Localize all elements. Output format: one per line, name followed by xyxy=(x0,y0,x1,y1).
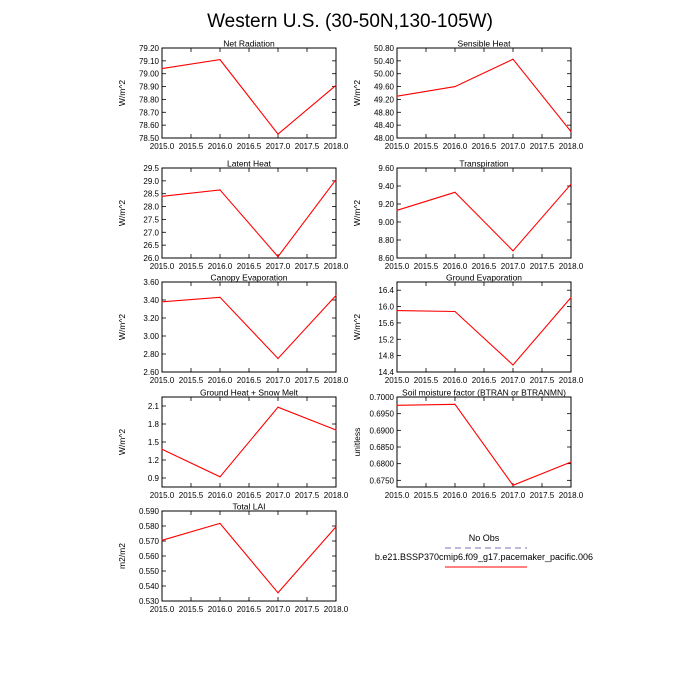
y-tick-label: 2.60 xyxy=(143,368,159,377)
panel-4 xyxy=(117,273,349,386)
data-point xyxy=(570,131,571,132)
plot-frame xyxy=(162,48,336,138)
y-tick-label: 0.6800 xyxy=(369,459,394,469)
x-tick-label: 2017.0 xyxy=(500,491,526,500)
data-point xyxy=(454,311,455,312)
panel-title: Net Radiation xyxy=(223,38,275,49)
panel-title: Total LAI xyxy=(232,501,266,512)
x-tick-label: 2016.0 xyxy=(442,262,468,271)
panel-2 xyxy=(117,159,349,272)
data-point xyxy=(219,297,220,298)
x-tick-label: 2015.0 xyxy=(149,605,175,614)
y-tick-label: 79.20 xyxy=(138,44,159,53)
plot-frame xyxy=(397,168,571,258)
x-tick-label: 2016.5 xyxy=(236,262,262,271)
x-tick-label: 2016.0 xyxy=(207,605,233,614)
y-tick-label: 9.20 xyxy=(378,200,394,209)
data-point xyxy=(219,189,220,190)
y-tick-label: 14.8 xyxy=(378,351,394,361)
y-axis-label: unitless xyxy=(352,427,362,457)
x-tick-label: 2015.0 xyxy=(384,262,410,271)
series-line xyxy=(162,296,336,359)
data-point xyxy=(161,449,162,450)
panel-title: Sensible Heat xyxy=(457,38,511,49)
y-tick-label: 0.570 xyxy=(138,537,159,546)
y-axis-label: W/m^2 xyxy=(117,199,127,227)
y-tick-label: 0.580 xyxy=(138,522,159,531)
x-tick-label: 2018.0 xyxy=(558,142,584,151)
y-tick-label: 0.550 xyxy=(138,567,159,576)
y-tick-label: 2.80 xyxy=(143,350,159,359)
x-tick-label: 2015.0 xyxy=(384,142,410,151)
data-point xyxy=(161,68,162,69)
y-axis-label: W/m^2 xyxy=(352,313,362,341)
data-point xyxy=(570,184,571,185)
data-point xyxy=(161,301,162,302)
x-tick-label: 2017.5 xyxy=(529,491,555,500)
x-tick-label: 2017.5 xyxy=(294,605,320,614)
data-point xyxy=(396,405,397,406)
series-line xyxy=(162,60,336,135)
x-tick-label: 2017.0 xyxy=(265,605,291,614)
panel-title: Canopy Evaporation xyxy=(210,272,288,283)
y-axis-label: W/m^2 xyxy=(117,79,127,107)
y-tick-label: 29.5 xyxy=(143,164,159,173)
x-tick-label: 2016.0 xyxy=(207,376,233,385)
y-tick-label: 28.5 xyxy=(143,189,159,199)
y-tick-label: 3.20 xyxy=(143,314,159,323)
x-tick-label: 2016.5 xyxy=(471,142,497,151)
x-tick-label: 2015.5 xyxy=(178,605,204,614)
x-tick-label: 2015.0 xyxy=(384,376,410,385)
x-tick-label: 2017.0 xyxy=(500,376,526,385)
x-tick-label: 2016.0 xyxy=(207,491,233,500)
y-tick-label: 78.70 xyxy=(138,108,159,118)
x-tick-label: 2015.5 xyxy=(413,262,439,271)
panel-title: Transpiration xyxy=(459,158,509,169)
y-tick-label: 48.00 xyxy=(373,134,394,143)
series-line xyxy=(162,180,336,257)
series-line xyxy=(397,298,571,366)
panel-title: Latent Heat xyxy=(227,158,271,169)
data-point xyxy=(219,59,220,60)
data-point xyxy=(277,134,278,135)
data-point xyxy=(396,96,397,97)
y-tick-label: 26.5 xyxy=(143,241,159,251)
y-tick-label: 9.00 xyxy=(378,218,394,227)
data-point xyxy=(277,256,278,257)
plot-frame xyxy=(397,282,571,372)
x-tick-label: 2016.5 xyxy=(471,262,497,271)
y-tick-label: 0.7000 xyxy=(369,393,394,402)
y-axis-label: W/m^2 xyxy=(352,199,362,227)
y-tick-label: 0.6950 xyxy=(369,409,394,419)
data-point xyxy=(396,310,397,311)
plot-frame xyxy=(162,282,336,372)
data-point xyxy=(512,485,513,486)
y-tick-label: 1.8 xyxy=(147,420,159,429)
x-tick-label: 2017.0 xyxy=(500,142,526,151)
series-line xyxy=(397,184,571,251)
series-line xyxy=(162,523,336,592)
data-point xyxy=(570,297,571,298)
y-tick-label: 50.80 xyxy=(373,44,394,53)
x-tick-label: 2016.5 xyxy=(236,142,262,151)
x-tick-label: 2018.0 xyxy=(323,142,349,151)
data-point xyxy=(454,86,455,87)
y-tick-label: 8.80 xyxy=(378,236,394,245)
y-tick-label: 16.4 xyxy=(378,286,394,296)
y-tick-label: 50.00 xyxy=(373,69,394,79)
y-tick-label: 1.5 xyxy=(147,438,159,447)
x-tick-label: 2018.0 xyxy=(323,262,349,271)
x-tick-label: 2017.5 xyxy=(529,376,555,385)
x-tick-label: 2016.5 xyxy=(236,491,262,500)
data-point xyxy=(335,85,336,86)
x-tick-label: 2016.0 xyxy=(442,491,468,500)
x-tick-label: 2015.5 xyxy=(178,262,204,271)
y-axis-label: W/m^2 xyxy=(117,313,127,341)
y-tick-label: 78.50 xyxy=(138,134,159,143)
y-tick-label: 0.540 xyxy=(138,582,159,591)
data-point xyxy=(219,476,220,477)
x-tick-label: 2017.5 xyxy=(294,262,320,271)
x-tick-label: 2018.0 xyxy=(558,262,584,271)
y-axis-label: W/m^2 xyxy=(352,79,362,107)
panel-title: Ground Heat + Snow Melt xyxy=(199,387,299,398)
data-point xyxy=(219,523,220,524)
x-tick-label: 2018.0 xyxy=(558,376,584,385)
panel-3 xyxy=(352,159,584,272)
panel-1 xyxy=(352,39,584,152)
x-tick-label: 2016.0 xyxy=(207,262,233,271)
y-tick-label: 8.60 xyxy=(378,254,394,263)
data-point xyxy=(335,429,336,430)
plot-frame xyxy=(397,48,571,138)
y-tick-label: 0.6900 xyxy=(369,426,394,436)
x-tick-label: 2016.5 xyxy=(236,376,262,385)
y-tick-label: 50.40 xyxy=(373,56,394,66)
panel-7 xyxy=(352,388,584,501)
y-tick-label: 9.40 xyxy=(378,182,394,191)
y-tick-label: 0.560 xyxy=(138,552,159,561)
panel-5 xyxy=(352,273,584,386)
y-tick-label: 0.590 xyxy=(138,507,159,516)
panel-6 xyxy=(117,388,349,501)
x-tick-label: 2016.0 xyxy=(442,376,468,385)
panel-8 xyxy=(117,502,349,615)
panel-0 xyxy=(117,39,349,152)
y-tick-label: 0.6750 xyxy=(369,476,394,486)
y-tick-label: 49.20 xyxy=(373,95,394,105)
x-tick-label: 2015.0 xyxy=(149,142,175,151)
y-tick-label: 78.80 xyxy=(138,95,159,105)
y-tick-label: 1.2 xyxy=(147,456,159,465)
x-tick-label: 2016.5 xyxy=(471,376,497,385)
y-tick-label: 9.60 xyxy=(378,164,394,173)
x-tick-label: 2015.0 xyxy=(149,376,175,385)
x-tick-label: 2016.5 xyxy=(236,605,262,614)
x-tick-label: 2015.5 xyxy=(178,376,204,385)
x-tick-label: 2015.0 xyxy=(384,491,410,500)
x-tick-label: 2016.0 xyxy=(442,142,468,151)
y-tick-label: 78.90 xyxy=(138,82,159,92)
y-tick-label: 48.40 xyxy=(373,121,394,131)
series-line xyxy=(397,404,571,485)
data-point xyxy=(335,295,336,296)
x-tick-label: 2017.5 xyxy=(294,491,320,500)
data-point xyxy=(512,59,513,60)
x-tick-label: 2017.5 xyxy=(529,262,555,271)
y-tick-label: 29.0 xyxy=(143,176,159,186)
x-tick-label: 2015.0 xyxy=(149,491,175,500)
legend xyxy=(375,533,593,567)
series-line xyxy=(397,59,571,131)
panel-title: Ground Evaporation xyxy=(445,272,523,283)
y-tick-label: 16.0 xyxy=(378,302,394,312)
x-tick-label: 2015.5 xyxy=(178,491,204,500)
data-point xyxy=(570,461,571,462)
data-point xyxy=(454,404,455,405)
data-point xyxy=(277,592,278,593)
y-tick-label: 14.4 xyxy=(378,368,394,377)
y-axis-label: W/m^2 xyxy=(117,428,127,456)
y-tick-label: 79.00 xyxy=(138,69,159,79)
data-point xyxy=(512,364,513,365)
y-tick-label: 27.5 xyxy=(143,215,159,225)
series-line xyxy=(162,407,336,477)
y-tick-label: 3.60 xyxy=(143,278,159,287)
x-tick-label: 2015.5 xyxy=(413,491,439,500)
y-tick-label: 26.0 xyxy=(143,254,159,263)
x-tick-label: 2016.0 xyxy=(207,142,233,151)
y-tick-label: 2.1 xyxy=(147,402,159,411)
y-tick-label: 79.10 xyxy=(138,56,159,66)
x-tick-label: 2017.5 xyxy=(529,142,555,151)
x-tick-label: 2015.5 xyxy=(178,142,204,151)
x-tick-label: 2018.0 xyxy=(558,491,584,500)
data-point xyxy=(335,179,336,180)
x-tick-label: 2017.0 xyxy=(265,142,291,151)
figure-title: Western U.S. (30-50N,130-105W) xyxy=(207,11,493,32)
legend-label-model: b.e21.BSSP370cmip6.f09_g17.pacemaker_pacific.006 xyxy=(374,552,594,562)
y-tick-label: 3.40 xyxy=(143,296,159,305)
y-tick-label: 0.530 xyxy=(138,597,159,606)
x-tick-label: 2016.5 xyxy=(471,491,497,500)
x-tick-label: 2018.0 xyxy=(323,376,349,385)
panels xyxy=(117,39,584,615)
x-tick-label: 2018.0 xyxy=(323,491,349,500)
data-point xyxy=(161,540,162,541)
y-tick-label: 0.9 xyxy=(147,474,159,483)
data-point xyxy=(277,407,278,408)
y-tick-label: 0.6850 xyxy=(369,443,394,452)
y-tick-label: 3.00 xyxy=(143,332,159,341)
y-tick-label: 78.60 xyxy=(138,121,159,131)
data-point xyxy=(161,196,162,197)
plot-frame xyxy=(162,168,336,258)
data-point xyxy=(396,210,397,211)
y-tick-label: 15.6 xyxy=(378,318,394,328)
x-tick-label: 2018.0 xyxy=(323,605,349,614)
x-tick-label: 2015.5 xyxy=(413,376,439,385)
x-tick-label: 2017.5 xyxy=(294,142,320,151)
y-tick-label: 28.0 xyxy=(143,202,159,212)
x-tick-label: 2017.0 xyxy=(265,262,291,271)
panel-title: Soil moisture factor (BTRAN or BTRANMN) xyxy=(402,387,566,398)
y-tick-label: 15.2 xyxy=(378,335,394,345)
data-point xyxy=(277,358,278,359)
x-tick-label: 2017.5 xyxy=(294,376,320,385)
x-tick-label: 2015.0 xyxy=(149,262,175,271)
y-axis-label: m2/m2 xyxy=(117,543,127,569)
x-tick-label: 2017.0 xyxy=(265,376,291,385)
y-tick-label: 27.0 xyxy=(143,228,159,238)
x-tick-label: 2017.0 xyxy=(500,262,526,271)
y-tick-label: 49.60 xyxy=(373,82,394,92)
y-tick-label: 48.80 xyxy=(373,108,394,118)
data-point xyxy=(454,192,455,193)
data-point xyxy=(512,250,513,251)
x-tick-label: 2015.5 xyxy=(413,142,439,151)
x-tick-label: 2017.0 xyxy=(265,491,291,500)
plot-frame xyxy=(397,397,571,487)
legend-label-obs: No Obs xyxy=(468,533,500,543)
data-point xyxy=(335,526,336,527)
